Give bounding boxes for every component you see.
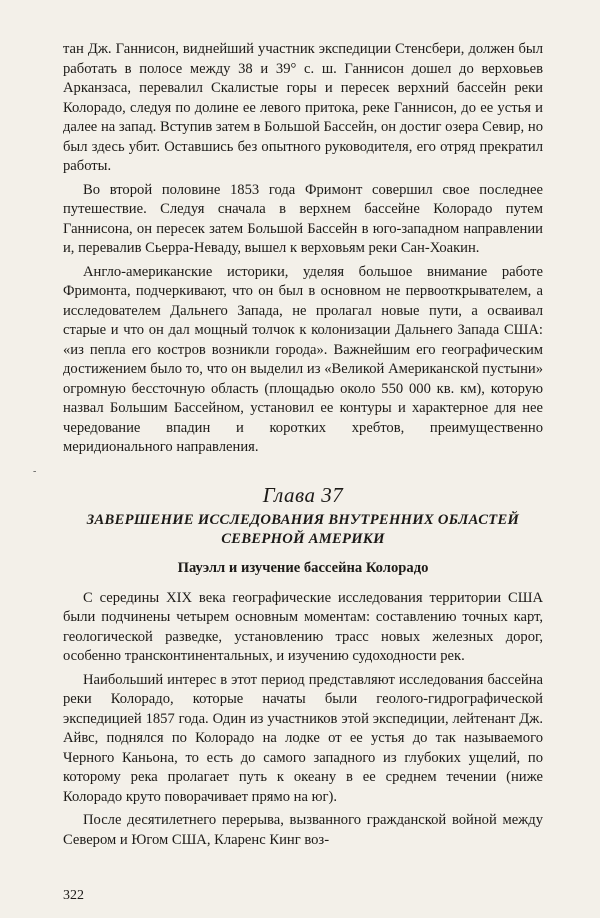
- paragraph-continuation: тан Дж. Ганнисон, виднейший участник экспедиции Стенсбери, должен был работать в полосе между 38 и 39° с. ш. Ганнисон дошел до верховьев Арканзаса, перевалил Скалистые горы и пересек верхний бассейн реки Колорадо, следуя по долине ее левого притока, реке Ганнисон, до ее устья и далее на запад. Вступив затем в Большой Бассейн, он достиг озера Севир, но был здесь убит. Оставшись без опытного руководителя, его отряд прекратил работы.: [63, 41, 543, 174]
- paragraph-king: После десятилетнего перерыва, вызванного гражданской войной между Севером и Югом США, Кларенс Кинг воз-: [63, 812, 543, 848]
- paragraph-colorado-expedition: Наибольший интерес в этот период представляют исследования бассейна реки Колорадо, которые начаты были геолого-гидрографической экспедицией 1857 года. Один из участников этой экспедиции, лейтенант Дж. Айвс, поднялся по Колорадо на лодке от ее устья до так называемого Черного Каньона, то есть до самого западного из глубоких ущелий, по которому река пролагает путь к океану в ее среднем течении (ниже Колорадо круто поворачивает прямо на юг).: [63, 671, 543, 805]
- paragraph-research-goals: С середины XIX века географические исследования территории США были подчинены четырем основным моментам: составлению точных карт, геологической разведке, установлению трасс новых железных дорог, особенно трансконтинентальных, и изучению судоходности рек.: [63, 589, 543, 664]
- page-text: [63, 40, 543, 850]
- paragraph-historians: Англо-американские историки, уделяя большое внимание работе Фримонта, подчеркивают, что он был в основном не первооткрывателем, а исследователем Дальнего Запада, не пролагал новые пути, а осваивал старые и что он дал мощный толчок к колонизации Дальнего Запада США: «из пепла его костров возникли города». Важнейшим его географическим достижением было то, что он выделил из «Великой Американской пустыни» огромную бессточную область (площадью около 550 000 кв. км), которую назвал Большим Бассейном, установил ее контуры и характерное для нее чередование впадин и коротких хребтов, преимущественно меридионального направления.: [63, 263, 543, 455]
- section-title: Пауэлл и изучение бассейна Колорадо: [177, 560, 429, 576]
- margin-mark: -: [33, 466, 37, 477]
- chapter-title: ЗАВЕРШЕНИЕ ИССЛЕДОВАНИЯ ВНУТРЕННИХ ОБЛАСТЕЙ СЕВЕРНОЙ АМЕРИКИ: [86, 512, 520, 547]
- page-number: 322: [63, 888, 84, 903]
- chapter-number: Глава 37: [262, 482, 344, 507]
- paragraph-fremont-journey: Во второй половине 1853 года Фримонт совершил свое последнее путешествие. Следуя сначала в верхнем бассейне Колорадо путем Ганнисона, он пересек затем Большой Бассейн в юго-западном направлении и, перевалив Сьерра-Неваду, вышел к верховьям реки Сан-Хоакин.: [63, 181, 543, 256]
